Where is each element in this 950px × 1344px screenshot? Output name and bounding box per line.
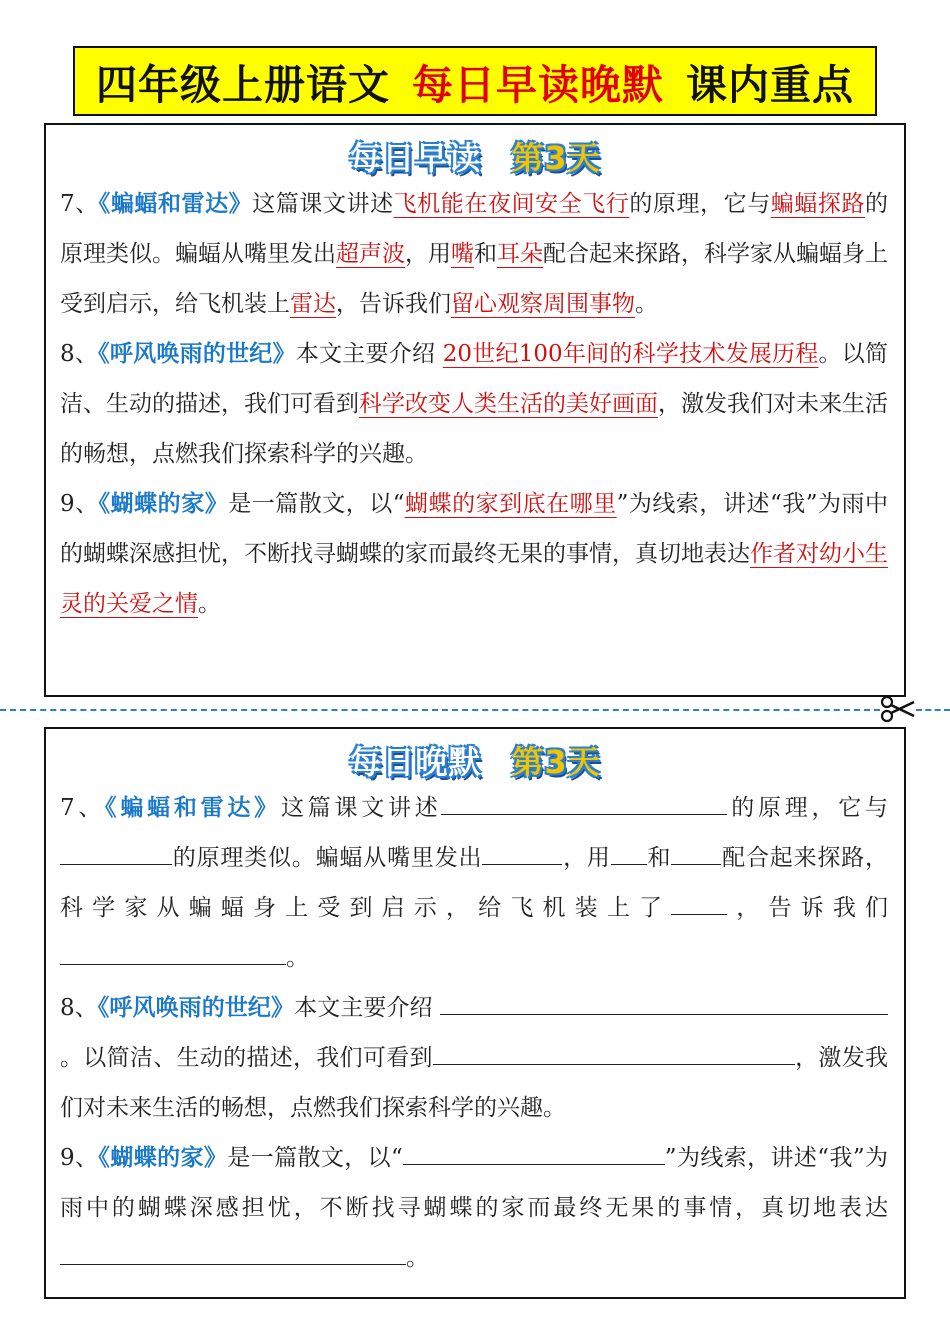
morning-q8 [60, 329, 888, 479]
q9-text: 。 [406, 1245, 429, 1271]
q7-answer-5: 耳朵 [497, 241, 543, 267]
q8-blank-1a[interactable] [440, 988, 776, 1015]
page-title [73, 46, 877, 116]
q7-blank-5[interactable] [671, 838, 721, 865]
q8-text: 本文主要介绍 [294, 995, 441, 1021]
q8-book-title: 《呼风唤雨的世纪》 [97, 994, 295, 1021]
q8-text: 。以简洁、生动的描述，我们可看到 [60, 341, 889, 417]
q9-text: 是一篇散文，以“ [227, 1145, 403, 1171]
cut-line [0, 709, 880, 711]
evening-q7 [60, 783, 888, 983]
q9-answer-2: 作者对幼小生灵的关爱之情 [60, 541, 888, 617]
q8-answer-1: 20世纪100年间的科学技术发展历程 [442, 341, 819, 367]
q9-number: 9、 [60, 491, 99, 517]
q7-blank-3[interactable] [482, 838, 562, 865]
q7-answer-6: 雷达 [290, 291, 336, 317]
morning-q9 [60, 479, 888, 629]
q8-blank-1b[interactable] [776, 988, 888, 1015]
q7-blank-1[interactable] [441, 788, 727, 815]
q7-text: 的原理类似。蝙蝠从嘴里发出 [172, 845, 483, 871]
evening-q8 [60, 983, 888, 1133]
q8-number: 8、 [60, 341, 99, 367]
q7-text: ，告诉我们 [727, 895, 889, 921]
q9-text: ”为线索，讲述“我”为雨中的蝴蝶深感担忧，不断找寻蝴蝶的家而最终无果的事情，真切地表达 [60, 1145, 888, 1221]
q7-text: 这篇课文讲述 [280, 795, 442, 821]
q7-blank-7[interactable] [60, 938, 286, 965]
q9-book-title: 《蝴蝶的家》 [98, 490, 229, 517]
title-part1: 四年级上册语文 [96, 60, 390, 109]
morning-header-label: 每日早读 [349, 139, 482, 177]
q7-text: 和 [474, 241, 497, 267]
q9-text: 是一篇散文，以“ [228, 491, 405, 517]
q7-answer-3: 超声波 [336, 241, 405, 267]
evening-body [46, 779, 904, 1283]
q7-text: ，用 [562, 845, 611, 871]
q7-text: ，用 [405, 241, 451, 267]
q7-answer-2: 蝙蝠探路 [770, 191, 866, 217]
morning-reading-card [44, 123, 906, 697]
evening-dictation-card [44, 727, 906, 1299]
q7-answer-7: 留心观察周围事物 [451, 291, 635, 317]
q7-answer-4: 嘴 [451, 241, 474, 267]
q8-number: 8、 [60, 995, 98, 1021]
q8-text: ，激发我们对未来生活的畅想，点燃我们探索科学的兴趣。 [60, 1045, 889, 1121]
q9-blank-2[interactable] [60, 1238, 406, 1265]
q7-blank-2[interactable] [60, 838, 172, 865]
q8-answer-2: 科学改变人类生活的美好画面 [359, 391, 658, 417]
evening-header [46, 737, 904, 779]
q7-number: 7、 [60, 191, 99, 217]
q8-blank-2a[interactable] [433, 1038, 683, 1065]
q8-text: 本文主要介绍 [295, 341, 443, 367]
q9-text: ”为线索，讲述“我”为雨中的蝴蝶深感担忧，不断找寻蝴蝶的家而最终无果的事情，真切地表达 [60, 491, 889, 567]
morning-day-label: 第3天 [511, 139, 601, 177]
scissors-icon [880, 694, 916, 724]
cut-line-tail [916, 709, 950, 711]
q7-text: 配合起来探路，科学家从蝙蝠身上受到启示，给飞机装上了 [60, 845, 889, 921]
q7-book-title: 《蝙蝠和雷达》 [105, 794, 281, 821]
q8-text: 。以简洁、生动的描述，我们可看到 [60, 1045, 433, 1071]
q9-book-title: 《蝴蝶的家》 [98, 1144, 228, 1171]
q7-text: 的原理，它与 [727, 795, 889, 821]
q8-text: ，激发我们对未来生活的畅想，点燃我们探索科学的兴趣。 [60, 391, 888, 467]
morning-body [46, 175, 904, 629]
morning-header [46, 133, 904, 175]
q7-text: 的原理，它与 [629, 191, 771, 217]
q7-blank-4[interactable] [611, 838, 647, 865]
evening-header-label: 每日晚默 [349, 743, 482, 781]
evening-day-label: 第3天 [511, 743, 601, 781]
q9-answer-1: 蝴蝶的家到底在哪里 [404, 491, 617, 517]
q9-blank-1[interactable] [403, 1138, 665, 1165]
q7-number: 7、 [60, 795, 106, 821]
q7-text: 这篇课文讲述 [252, 191, 394, 217]
morning-q7 [60, 179, 888, 329]
q7-answer-1: 飞机能在夜间安全飞行 [393, 191, 630, 217]
q7-text: 配合起来探路，科学家从蝙蝠身上受到启示，给飞机装上 [60, 241, 888, 317]
q7-text: 。 [635, 291, 658, 317]
q7-text: 和 [646, 845, 672, 871]
q8-book-title: 《呼风唤雨的世纪》 [98, 340, 296, 367]
q9-text: 。 [198, 591, 221, 617]
evening-q9 [60, 1133, 888, 1283]
q7-text: 。 [286, 945, 309, 971]
q7-book-title: 《蝙蝠和雷达》 [98, 190, 253, 217]
q7-text: 的原理类似。蝙蝠从嘴里发出 [60, 191, 889, 267]
q7-blank-6[interactable] [671, 888, 727, 915]
q9-number: 9、 [60, 1145, 99, 1171]
q7-text: ，告诉我们 [336, 291, 451, 317]
title-part3: 课内重点 [686, 60, 854, 109]
q8-blank-2b[interactable] [683, 1038, 795, 1065]
title-part2: 每日早读晚默 [412, 60, 664, 109]
